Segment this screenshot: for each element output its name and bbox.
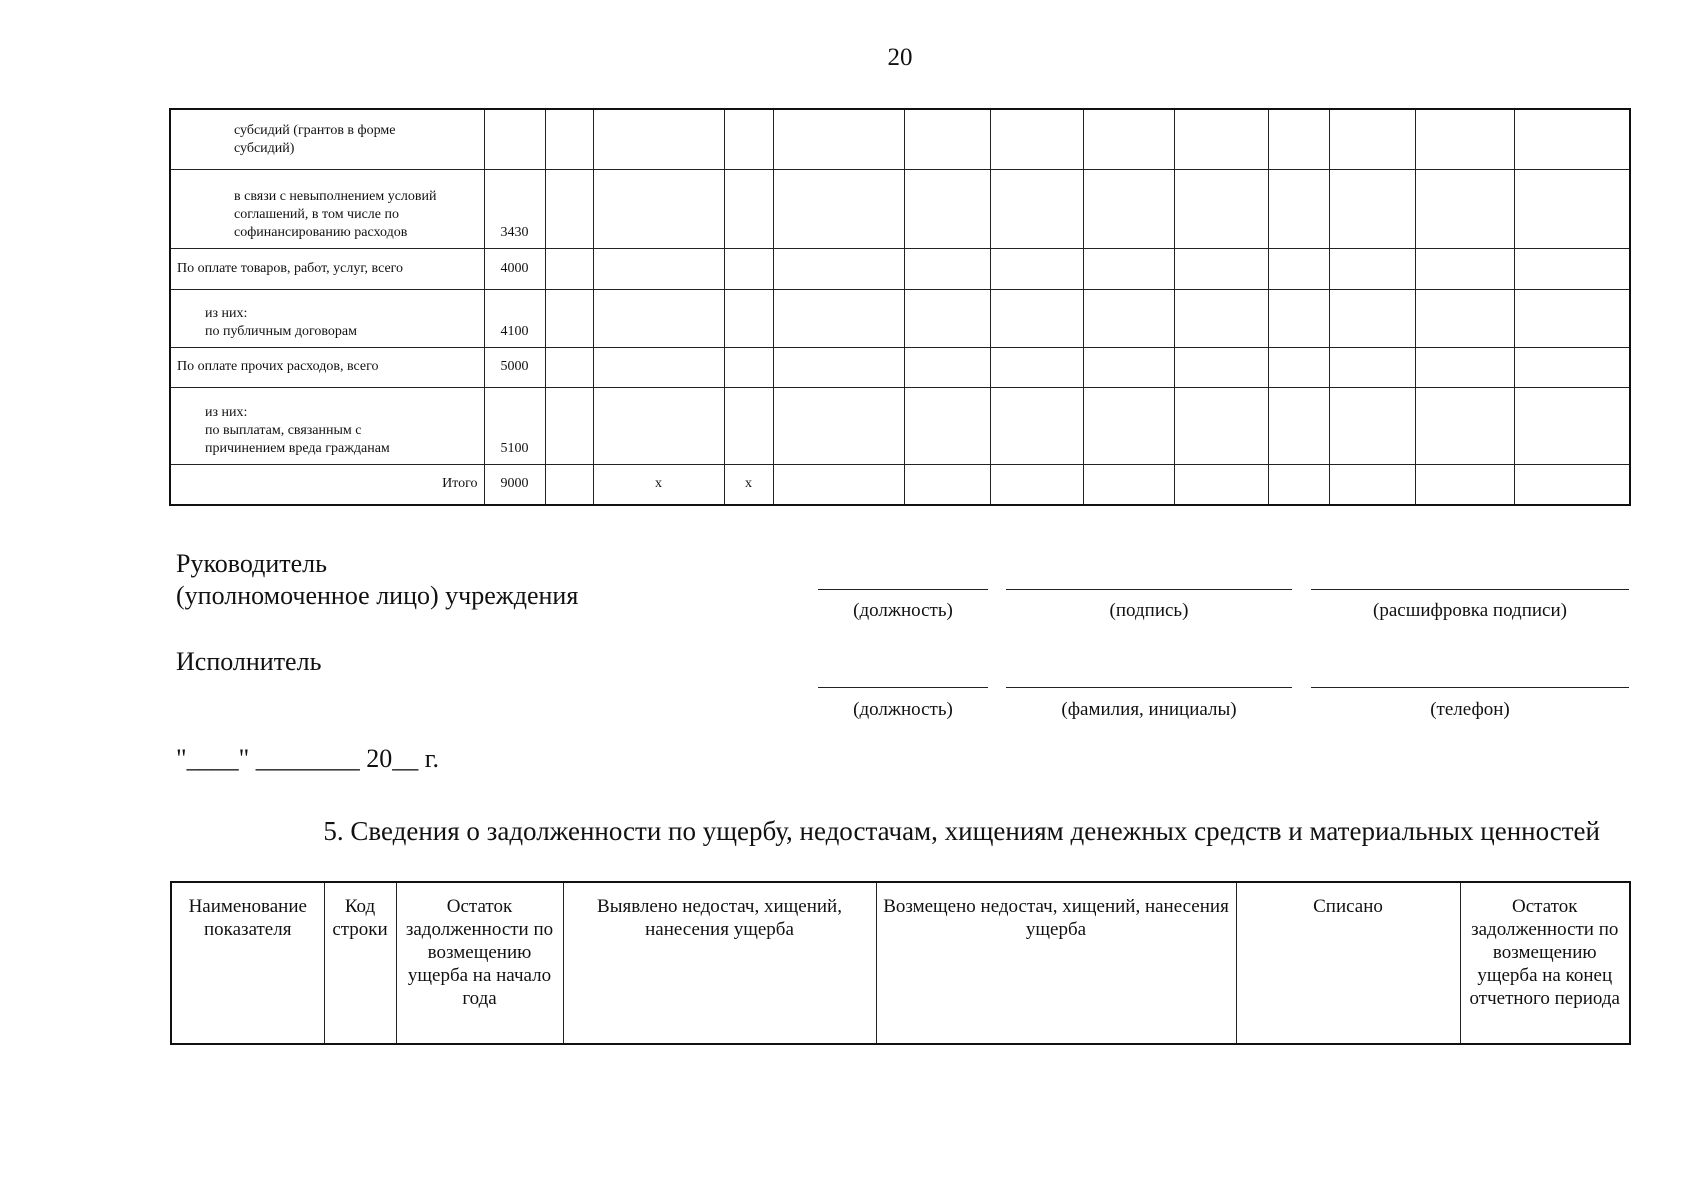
- table-cell: [724, 289, 773, 347]
- executor-name-line[interactable]: [1006, 687, 1292, 688]
- table-cell: [593, 387, 724, 464]
- table-cell: [904, 464, 990, 505]
- table-cell: [593, 109, 724, 169]
- table-row: [170, 169, 1630, 248]
- table-cell: [724, 109, 773, 169]
- table-cell: x: [724, 464, 773, 505]
- table-cell: [1514, 169, 1630, 248]
- table-cell: [904, 347, 990, 387]
- header-written-off: Списано: [1236, 882, 1460, 1044]
- table-cell: [1329, 169, 1415, 248]
- head-label-line2: (уполномоченное лицо) учреждения: [176, 581, 579, 610]
- row-name: По оплате товаров, работ, услуг, всего: [170, 248, 484, 289]
- table-row: [170, 347, 1630, 387]
- table-cell: [904, 109, 990, 169]
- row-code: 3430: [484, 169, 545, 248]
- table-cell: [1268, 347, 1329, 387]
- caption-executor-name: (фамилия, инициалы): [1061, 699, 1237, 720]
- table-cell: [904, 289, 990, 347]
- table-cell: [724, 347, 773, 387]
- table-cell: [990, 347, 1083, 387]
- signature-line[interactable]: [1006, 589, 1292, 590]
- head-label-line1: Руководитель: [176, 549, 327, 578]
- table-cell: [545, 464, 593, 505]
- table-cell: [1174, 248, 1268, 289]
- table-cell: [1174, 347, 1268, 387]
- table-cell: [904, 387, 990, 464]
- table-cell: [593, 289, 724, 347]
- table-cell: [1268, 109, 1329, 169]
- table-cell: [1083, 248, 1174, 289]
- table-cell: [545, 169, 593, 248]
- table-cell: [1083, 347, 1174, 387]
- table-cell: [545, 248, 593, 289]
- table-cell: [1415, 109, 1514, 169]
- table-cell: [773, 169, 904, 248]
- table-cell: [773, 109, 904, 169]
- head-label: [176, 548, 578, 612]
- table-cell: [1329, 347, 1415, 387]
- table-cell: [724, 387, 773, 464]
- row-name: По оплате прочих расходов, всего: [170, 347, 484, 387]
- table-cell: [1329, 109, 1415, 169]
- table-cell: [1174, 289, 1268, 347]
- table-cell: [1415, 169, 1514, 248]
- row-name: из них: по выплатам, связанным с причинением вреда гражданам: [170, 387, 484, 464]
- table-header-row: [171, 882, 1630, 1044]
- table-cell: [1329, 289, 1415, 347]
- table-cell: [1268, 248, 1329, 289]
- table-cell: [1083, 289, 1174, 347]
- damage-debt-table: [170, 881, 1631, 1045]
- table-cell: [990, 464, 1083, 505]
- table-cell: [1268, 464, 1329, 505]
- table-cell: [1083, 387, 1174, 464]
- signature-decoding-line[interactable]: [1311, 589, 1629, 590]
- table-cell: [1083, 109, 1174, 169]
- header-indicator-name: Наименование показателя: [171, 882, 324, 1044]
- caption-executor-position: (должность): [853, 699, 953, 720]
- executor-label: Исполнитель: [176, 647, 322, 676]
- row-name: в связи с невыполнением условий соглашений, в том числе по софинансированию расходов: [170, 169, 484, 248]
- table-cell: [1415, 289, 1514, 347]
- table-cell: [1415, 347, 1514, 387]
- table-cell: [1329, 387, 1415, 464]
- table-cell: [904, 169, 990, 248]
- table-cell: [1174, 169, 1268, 248]
- table-cell: [1514, 248, 1630, 289]
- header-line-code: Код строки: [324, 882, 396, 1044]
- row-name: субсидий (грантов в форме субсидий): [170, 109, 484, 169]
- header-balance-start: Остаток задолженности по возмещению ущерба на начало года: [396, 882, 563, 1044]
- date-line[interactable]: "____" ________ 20__ г.: [176, 744, 439, 773]
- table-cell: [1174, 109, 1268, 169]
- table-row-total: [170, 464, 1630, 505]
- caption-signature-decoding: (расшифровка подписи): [1373, 600, 1567, 621]
- table-cell: [593, 248, 724, 289]
- executor-position-line[interactable]: [818, 687, 988, 688]
- table-cell: [1415, 464, 1514, 505]
- table-cell: [904, 248, 990, 289]
- table-cell: [1514, 387, 1630, 464]
- table-cell: [1174, 387, 1268, 464]
- table-cell: [1268, 387, 1329, 464]
- table-cell: [1415, 387, 1514, 464]
- table-cell: [545, 289, 593, 347]
- table-cell: [1268, 169, 1329, 248]
- table-cell: [1083, 464, 1174, 505]
- table-cell: [773, 289, 904, 347]
- table-row: [170, 289, 1630, 347]
- table-cell: [1174, 464, 1268, 505]
- table-cell: [545, 387, 593, 464]
- table-cell: [1083, 169, 1174, 248]
- table-cell: [724, 248, 773, 289]
- header-balance-end: Остаток задолженности по возмещению ущерба на конец отчетного периода: [1460, 882, 1630, 1044]
- page-number: 20: [887, 44, 913, 71]
- caption-signature: (подпись): [1109, 600, 1189, 621]
- table-cell: [593, 169, 724, 248]
- caption-executor-phone: (телефон): [1430, 699, 1510, 720]
- row-code: 9000: [484, 464, 545, 505]
- row-name: Итого: [170, 464, 484, 505]
- table-cell: [1415, 248, 1514, 289]
- table-cell: [724, 169, 773, 248]
- table-cell: [1514, 109, 1630, 169]
- table-cell: [773, 248, 904, 289]
- executor-phone-line[interactable]: [1311, 687, 1629, 688]
- accounts-payable-table: [169, 108, 1631, 506]
- table-cell: [773, 464, 904, 505]
- row-code: 4100: [484, 289, 545, 347]
- table-cell: [773, 347, 904, 387]
- row-name: из них: по публичным договорам: [170, 289, 484, 347]
- row-code: 4000: [484, 248, 545, 289]
- row-code: [484, 109, 545, 169]
- table-cell: [1514, 347, 1630, 387]
- row-code: 5100: [484, 387, 545, 464]
- table-row: [170, 109, 1630, 169]
- table-row: [170, 248, 1630, 289]
- table-cell: [545, 347, 593, 387]
- table-cell: [990, 169, 1083, 248]
- table-cell: [773, 387, 904, 464]
- table-cell: x: [593, 464, 724, 505]
- caption-position: (должность): [853, 600, 953, 621]
- table-cell: [990, 289, 1083, 347]
- row-code: 5000: [484, 347, 545, 387]
- table-cell: [1329, 464, 1415, 505]
- position-signature-line[interactable]: [818, 589, 988, 590]
- table-cell: [593, 347, 724, 387]
- section-title: 5. Сведения о задолженности по ущербу, недостачам, хищениям денежных средств и материальных ценностей: [323, 816, 1600, 846]
- table-cell: [1514, 289, 1630, 347]
- table-cell: [990, 387, 1083, 464]
- header-detected: Выявлено недостач, хищений, нанесения ущерба: [563, 882, 876, 1044]
- table-cell: [990, 248, 1083, 289]
- header-compensated: Возмещено недостач, хищений, нанесения ущерба: [876, 882, 1236, 1044]
- table-row: [170, 387, 1630, 464]
- table-cell: [1514, 464, 1630, 505]
- table-cell: [1329, 248, 1415, 289]
- table-cell: [1268, 289, 1329, 347]
- table-cell: [545, 109, 593, 169]
- table-cell: [990, 109, 1083, 169]
